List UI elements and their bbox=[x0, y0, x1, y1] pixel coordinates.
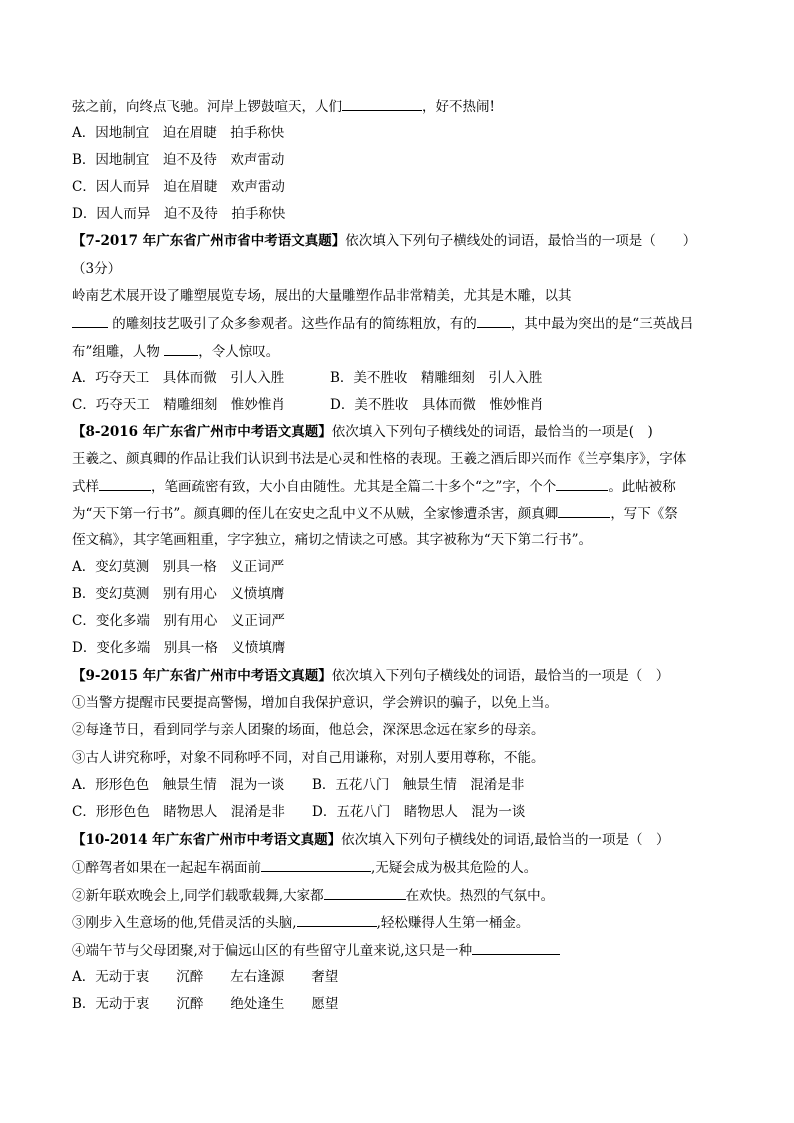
q7-header bbox=[72, 231, 732, 251]
q6-option-c: C．因人而异 迫在眉睫 欢声雷动 bbox=[72, 179, 285, 195]
q8-source: 【8-2016 年广东省广州市中考语文真题】 bbox=[72, 424, 332, 440]
q6-option-b: B．因地制宜 迫不及待 欢声雷动 bbox=[72, 152, 285, 168]
q9-option-b: B．五花八门 触景生情 混淆是非 bbox=[312, 777, 525, 793]
q8-blank-3 bbox=[558, 503, 610, 518]
q10-sentence-1 bbox=[72, 857, 732, 878]
q7-prompt: 依次填入下列句子横线处的词语，最恰当的一项是（ ） bbox=[345, 233, 697, 249]
q8-passage-3b: ，写下《祭 bbox=[610, 506, 678, 522]
q7-passage-2 bbox=[72, 313, 732, 334]
q10-sentence-2 bbox=[72, 885, 732, 906]
q10-sentence-3a: ③刚步入生意场的他,凭借灵活的头脑, bbox=[72, 915, 297, 931]
q8-option-d: D．变化多端 别具一格 义愤填膺 bbox=[72, 640, 286, 656]
q9-option-d: D．五花八门 睹物思人 混为一谈 bbox=[312, 804, 526, 820]
q6-stem-text-b: ，好不热闹! bbox=[422, 99, 495, 115]
q10-blank-4 bbox=[472, 940, 560, 955]
q10-sentence-1b: ,无疑会成为极其危险的人。 bbox=[371, 860, 538, 876]
q10-sentence-2a: ②新年联欢晚会上,同学们载歌载舞,大家都 bbox=[72, 888, 324, 904]
q6-blank bbox=[342, 96, 422, 111]
q10-blank-2 bbox=[324, 885, 406, 900]
q10-blank-3 bbox=[297, 912, 377, 927]
q7-blank-1 bbox=[72, 313, 108, 328]
q10-sentence-2b: 在欢快。热烈的气氛中。 bbox=[405, 888, 555, 904]
q8-passage-2 bbox=[72, 476, 732, 497]
q8-passage-3a: 为“天下第一行书”。颜真卿的侄儿在安史之乱中义不从贼，全家惨遭杀害，颜真卿 bbox=[72, 506, 559, 522]
q9-option-c: C．形形色色 睹物思人 混淆是非 bbox=[72, 804, 285, 820]
q8-header bbox=[72, 422, 732, 442]
q8-passage-1: 王羲之、颜真卿的作品让我们认识到书法是心灵和性格的表现。王羲之酒后即兴而作《兰亭集序》，字体 bbox=[72, 451, 687, 467]
q9-option-a: A．形形色色 触景生情 混为一谈 bbox=[72, 777, 285, 793]
q10-option-a: A．无动于衷 沉醉 左右逢源 奢望 bbox=[72, 969, 339, 985]
q9-options-row-1 bbox=[72, 775, 732, 795]
q10-source: 【10-2014 年广东省广州市中考语文真题】 bbox=[72, 832, 342, 848]
q9-sentence-2: ②每逢节日，看到同学与亲人团聚的场面，他总会，深深思念远在家乡的母亲。 bbox=[72, 722, 545, 738]
q8-option-b: B．变幻莫测 别有用心 义愤填膺 bbox=[72, 586, 285, 602]
q8-prompt: 依次填入下列句子横线处的词语，最恰当的一项是( ) bbox=[331, 424, 653, 440]
q9-sentence-3: ③古人讲究称呼，对象不同称呼不同，对自己用谦称，对别人要用尊称，不能。 bbox=[72, 750, 545, 766]
q7-options-row-2 bbox=[72, 395, 732, 415]
q6-stem-text-a: 弦之前，向终点飞驰。河岸上锣鼓喧天，人们 bbox=[72, 99, 342, 115]
q7-passage-2a: 的雕刻技艺吸引了众多参观者。这些作品有的简练粗放，有的 bbox=[112, 316, 477, 332]
q9-prompt: 依次填入下列句子横线处的词语，最恰当的一项是（ ） bbox=[331, 668, 670, 684]
q10-sentence-3 bbox=[72, 912, 732, 933]
q8-option-c: C．变化多端 别有用心 义正词严 bbox=[72, 613, 285, 629]
q10-sentence-4a: ④端午节与父母团聚,对于偏远山区的有些留守儿童来说,这只是一种 bbox=[72, 943, 473, 959]
q8-blank-1 bbox=[99, 476, 151, 491]
q10-header bbox=[72, 830, 732, 850]
q6-stem bbox=[72, 96, 732, 117]
q10-sentence-1a: ①醉驾者如果在一起起车祸面前 bbox=[72, 860, 261, 876]
q7-option-a: A．巧夺天工 具体而微 引人入胜 bbox=[72, 370, 285, 386]
q10-sentence-3b: ,轻松赚得人生第一桶金。 bbox=[376, 915, 530, 931]
q7-option-c: C．巧夺天工 精雕细刻 惟妙惟肖 bbox=[72, 397, 285, 413]
q7-options-row-1 bbox=[72, 368, 732, 388]
q10-blank-1 bbox=[261, 857, 371, 872]
q9-header bbox=[72, 666, 732, 686]
q9-sentence-1: ①当警方提醒市民要提高警惕，增加自我保护意识，学会辨识的骗子，以免上当。 bbox=[72, 695, 558, 711]
q8-passage-4: 侄文稿》，其字笔画粗重，字字独立，痛切之情读之可感。其字被称为“天下第二行书”。 bbox=[72, 532, 593, 548]
q7-passage-3 bbox=[72, 341, 732, 362]
q8-passage-3 bbox=[72, 503, 732, 524]
q6-option-a: A．因地制宜 迫在眉睫 拍手称快 bbox=[72, 125, 285, 141]
q7-blank-2 bbox=[477, 313, 511, 328]
q7-passage-1: 岭南艺术展开设了雕塑展览专场，展出的大量雕塑作品非常精美，尤其是木雕，以其 bbox=[72, 288, 572, 304]
q7-passage-3b: ，令人惊叹。 bbox=[198, 344, 280, 360]
q10-option-b: B．无动于衷 沉醉 绝处逢生 愿望 bbox=[72, 996, 339, 1012]
q7-option-d: D．美不胜收 具体而微 惟妙惟肖 bbox=[330, 397, 544, 413]
q8-passage-2a: 式样 bbox=[72, 479, 99, 495]
q7-score: （3分） bbox=[72, 261, 122, 277]
q8-passage-2b: ，笔画疏密有致，大小自由随性。尤其是全篇二十多个“之”字，个个 bbox=[151, 479, 557, 495]
q8-option-a: A．变幻莫测 别具一格 义正词严 bbox=[72, 559, 285, 575]
q8-blank-2 bbox=[556, 476, 608, 491]
q7-passage-3a: 布”组雕，人物 bbox=[72, 344, 160, 360]
q10-sentence-4 bbox=[72, 940, 732, 961]
q7-passage-2b: ，其中最为突出的是“三英战吕 bbox=[510, 316, 694, 332]
q8-passage-2c: 。此帖被称 bbox=[608, 479, 676, 495]
q9-options-row-2 bbox=[72, 802, 732, 822]
q7-source: 【7-2017 年广东省广州市省中考语文真题】 bbox=[72, 233, 346, 249]
q7-blank-3 bbox=[164, 341, 198, 356]
q9-source: 【9-2015 年广东省广州市中考语文真题】 bbox=[72, 668, 332, 684]
q6-option-d: D．因人而异 迫不及待 拍手称快 bbox=[72, 206, 286, 222]
q10-prompt: 依次填入下列句子横线处的词语,最恰当的一项是（ ） bbox=[341, 832, 670, 848]
q7-option-b: B．美不胜收 精雕细刻 引人入胜 bbox=[330, 370, 543, 386]
